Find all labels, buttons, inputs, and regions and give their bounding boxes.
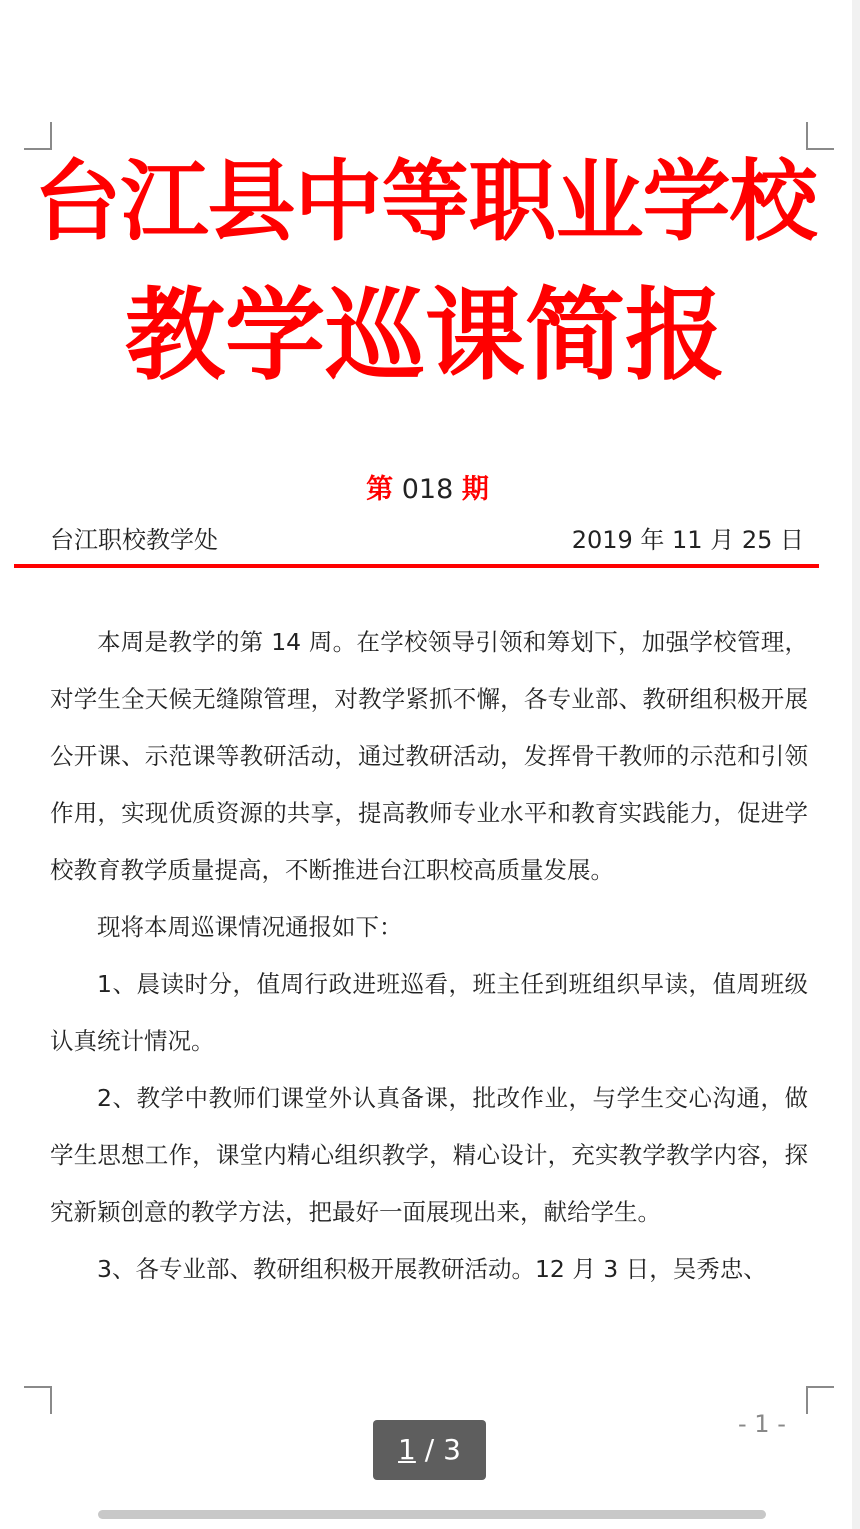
- crop-mark-top-left: [24, 122, 52, 150]
- total-pages: 3: [443, 1433, 461, 1466]
- page-separator: /: [415, 1433, 444, 1466]
- issue-suffix: 期: [461, 474, 489, 505]
- paragraph-item-2: 2、教学中教师们课堂外认真备课，批改作业，与学生交心沟通，做学生思想工作，课堂内精心组织教学，精心设计，充实教学教学内容，探究新颖创意的教学方法，把最好一面展现出来，献给学生。: [50, 1084, 808, 1226]
- issue-number: [0, 472, 855, 508]
- paragraph-item-1: 1、晨读时分，值周行政进班巡看，班主任到班组织早读，值周班级认真统计情况。: [50, 970, 808, 1055]
- page-indicator[interactable]: [373, 1420, 486, 1480]
- paragraph-notice: 现将本周巡课情况通报如下：: [97, 913, 403, 941]
- document-title-line-1: 台江县中等职业学校: [33, 150, 817, 253]
- crop-mark-bottom-left: [24, 1386, 52, 1414]
- issue-date: 2019 年 11 月 25 日: [571, 526, 804, 554]
- document-title-line-2: 教学巡课简报: [125, 277, 725, 394]
- paragraph-item-3: 3、各专业部、教研组积极开展教研活动。12 月 3 日，吴秀忠、: [97, 1255, 767, 1283]
- crop-mark-top-right: [806, 122, 834, 150]
- crop-mark-bottom-right: [806, 1386, 834, 1414]
- page-footer-number: - 1 -: [738, 1410, 786, 1438]
- document-body: [50, 614, 808, 1298]
- paragraph-intro: 本周是教学的第 14 周。在学校领导引领和筹划下，加强学校管理，对学生全天候无缝隙管理，对教学紧抓不懈，各专业部、教研组积极开展公开课、示范课等教研活动，通过教研活动，发挥骨干教师的示范和引领作用，实现优质资源的共享，提高教师专业水平和教育实践能力，促进学校教育教学质量提高，不断推进台江职校高质量发展。: [50, 628, 808, 884]
- issue-prefix: 第: [366, 474, 394, 505]
- issuing-department: 台江职校教学处: [50, 526, 218, 554]
- horizontal-scrollbar-thumb[interactable]: [98, 1510, 766, 1519]
- issue-value: 018: [401, 474, 454, 505]
- right-edge-strip: [852, 0, 860, 1529]
- current-page: 1: [398, 1433, 416, 1466]
- red-divider-line: [14, 564, 819, 568]
